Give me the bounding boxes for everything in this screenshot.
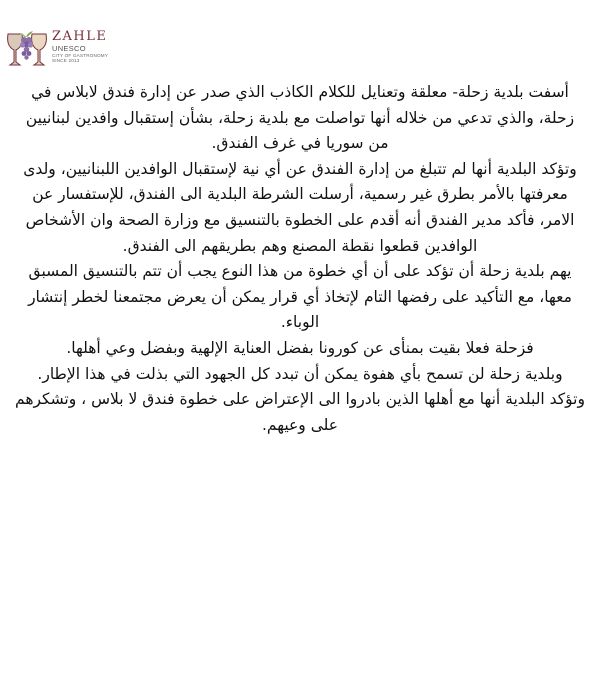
- logo-name: ZAHLE: [52, 29, 108, 44]
- logo-org: UNESCO: [52, 44, 86, 53]
- statement-paragraph: وتؤكد البلدية أنها لم تتبلغ من إدارة الفندق عن أي نية لإستقبال الوافدين اللبنانيين، ولدى معرفتها بالأمر بطرق غير رسمية، أرسلت الشرطة البلدية الى الفندق، للإستفسار عن الامر، فأكد مدير الفندق أنه أقدم على الخطوة بالتنسيق مع وزارة الصحة وان الأشخاص الوافدين قطعوا نقطة المصنع وهم بطريقهم الى الفندق.: [23, 159, 577, 255]
- logo-line-2: SINCE 2013: [52, 58, 80, 64]
- statement-paragraph: وتؤكد البلدية أنها مع أهلها الذين بادروا الى الإعتراض على خطوة فندق لا بلاس ، وتشكرهم على وعيهم.: [15, 390, 585, 434]
- zahle-unesco-logo: [4, 28, 144, 70]
- logo-line-1: CITY OF GASTRONOMY: [52, 52, 109, 58]
- statement-paragraph: يهم بلدية زحلة أن تؤكد على أن أي خطوة من هذا النوع يجب أن تتم بالتنسيق المسبق معها، مع التأكيد على رفضها التام لإتخاذ أي قرار يمكن أن يعرض مجتمعنا لخطر إنتشار الوباء.: [28, 262, 572, 332]
- municipality-statement: [14, 80, 586, 438]
- statement-paragraph: أسفت بلدية زحلة- معلقة وتعنايل للكلام الكاذب الذي صدر عن إدارة فندق لابلاس في زحلة، والذي تدعي من خلاله أنها تواصلت مع بلدية زحلة، بشأن إستقبال وافدين لبنانيين من سوريا في غرف الفندق.: [25, 83, 575, 153]
- statement-paragraph: فزحلة فعلا بقيت بمنأى عن كورونا بفضل العناية الإلهية وبفضل وعي أهلها.: [66, 338, 534, 357]
- grape-glass-emblem-icon: [4, 28, 48, 68]
- statement-paragraph: وبلدية زحلة لن تسمح بأي هفوة يمكن أن تبدد كل الجهود التي بذلت في هذا الإطار.: [37, 364, 563, 383]
